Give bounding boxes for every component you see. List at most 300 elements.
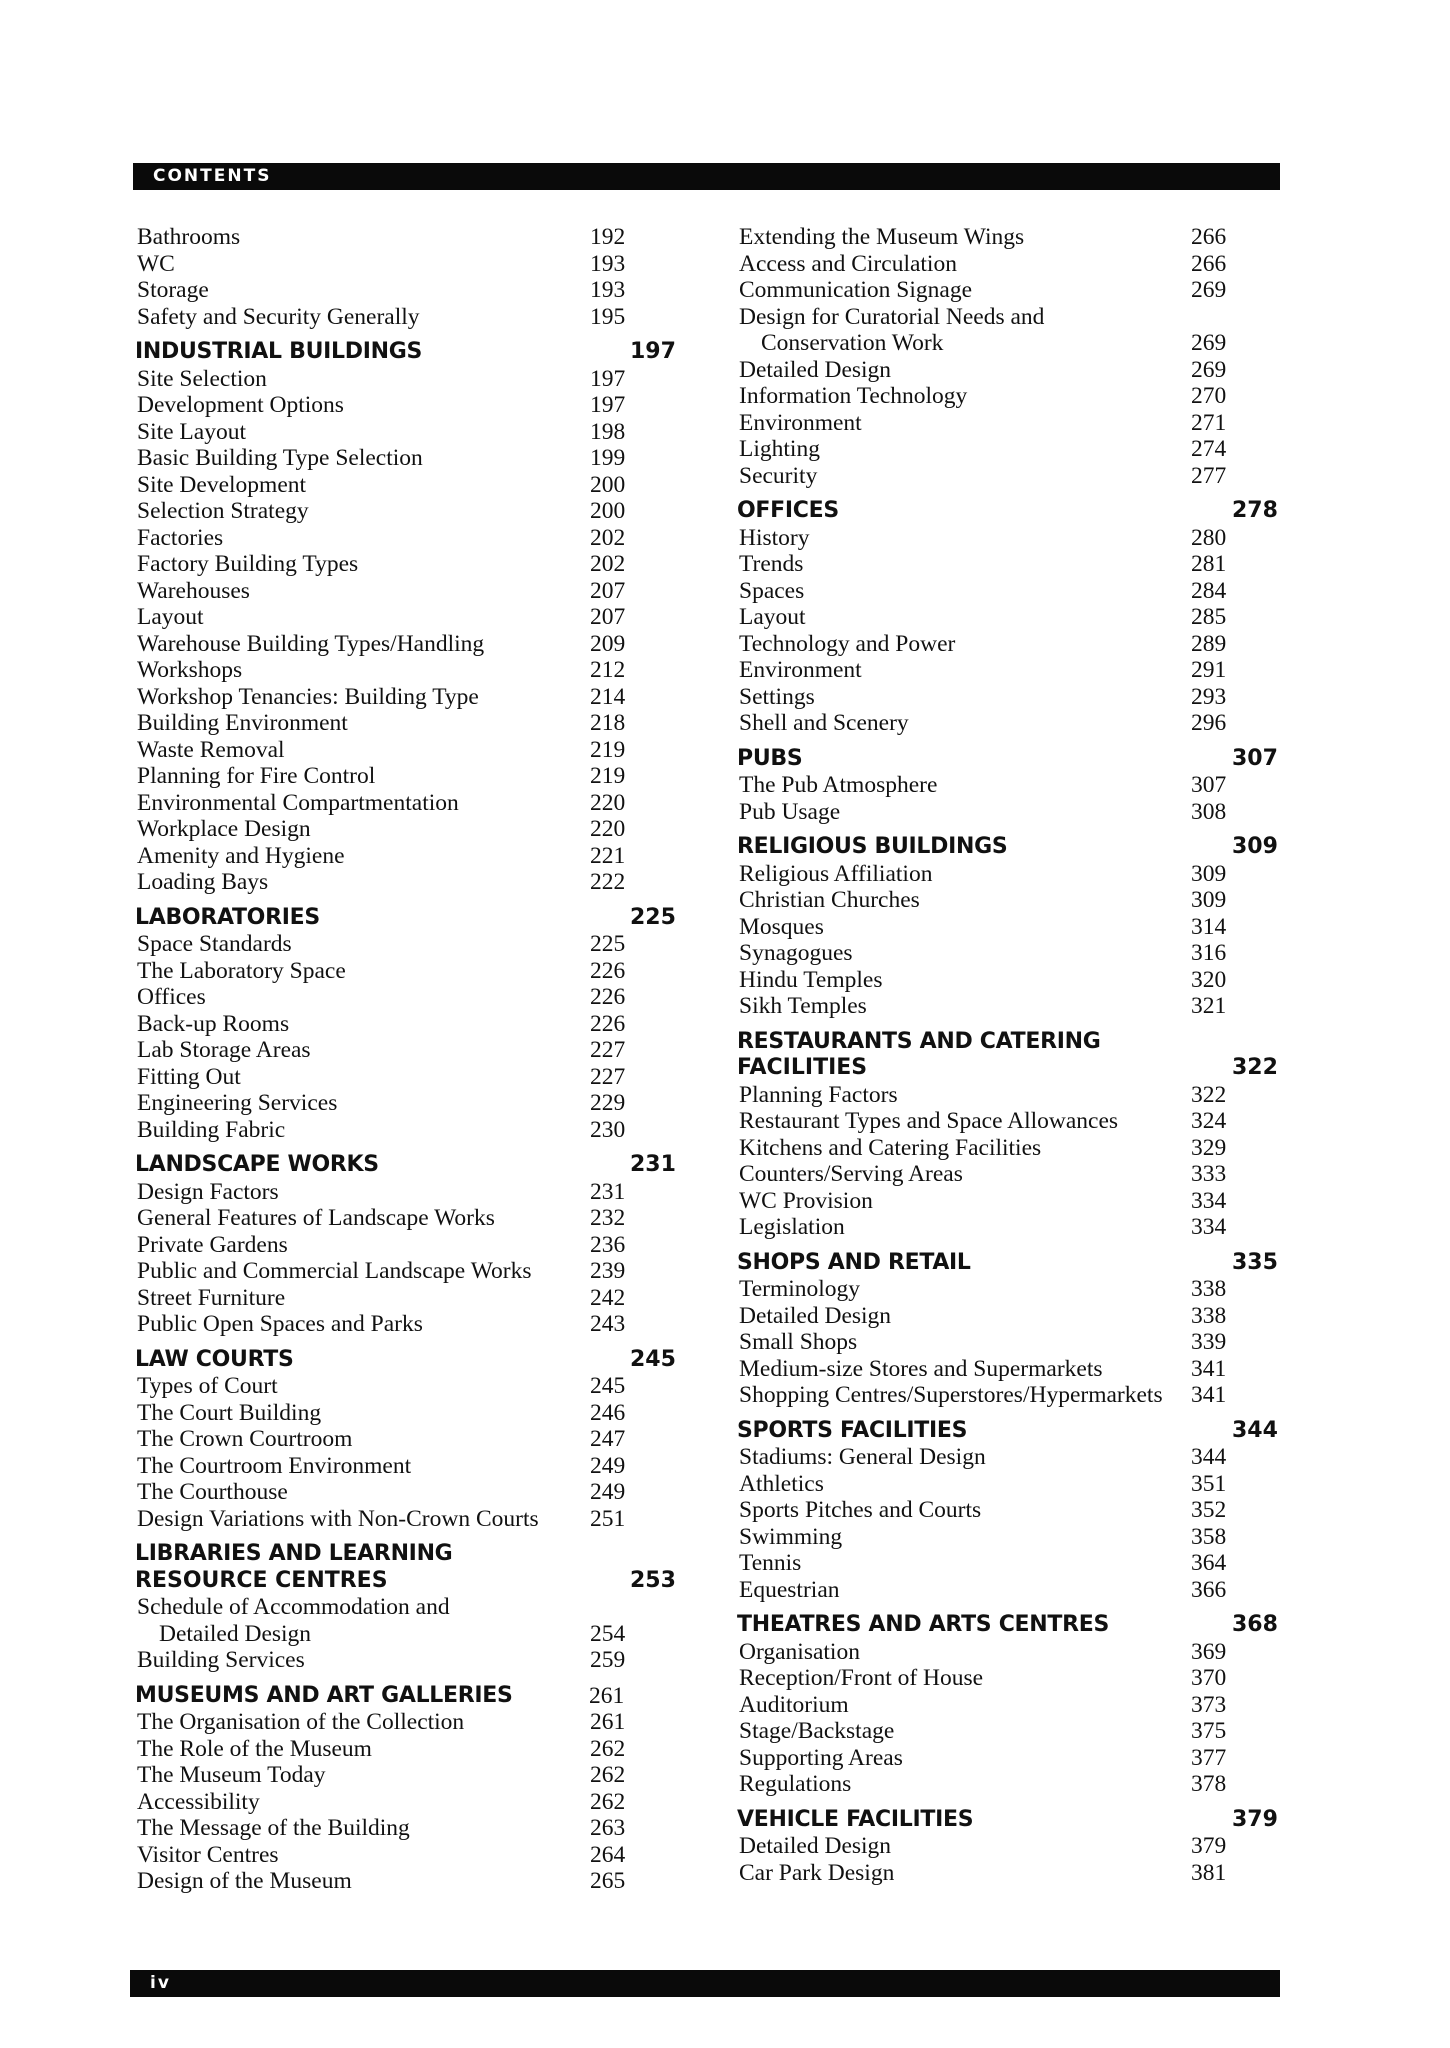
toc-page-number: 274 [1191,436,1227,462]
toc-entry-title: Layout [739,604,806,630]
toc-section-heading [735,1612,1280,1639]
toc-page-number: 369 [1191,1638,1227,1665]
toc-section-title: LIBRARIES AND LEARNING [135,1541,453,1566]
toc-entry-title: Sikh Temples [739,993,867,1019]
toc-entry [735,1382,1280,1409]
toc-page-number: 316 [1191,940,1227,966]
toc-entry [133,366,678,393]
toc-entry-title: Detailed Design [739,356,892,383]
contents-left-column [133,224,678,1895]
toc-page-number: 202 [590,551,626,577]
toc-page-number: 226 [590,1010,626,1037]
toc-section-title: INDUSTRIAL BUILDINGS [135,339,423,364]
toc-entry-title: Communication Signage [739,277,973,303]
toc-page-number: 269 [1191,330,1227,356]
toc-entry [735,463,1280,490]
toc-entry-title: Layout [137,604,204,630]
toc-page-number: 214 [590,683,626,710]
toc-page-number: 200 [590,498,626,524]
toc-page-number: 322 [1232,1055,1278,1080]
toc-page-number: 199 [590,445,626,471]
toc-entry-title: Environmental Compartmentation [137,789,459,816]
toc-entry [133,1285,678,1312]
toc-entry [133,277,678,304]
toc-page-number: 195 [590,303,626,330]
toc-page-number: 307 [1232,745,1278,771]
toc-entry-title: Hindu Temples [739,966,883,993]
toc-section-title: RELIGIOUS BUILDINGS [737,834,1008,859]
toc-entry [133,737,678,764]
toc-entry-title: Environment [739,409,862,436]
toc-page-number: 262 [590,1762,626,1788]
toc-page-number: 308 [1191,798,1227,825]
toc-entry [133,816,678,843]
toc-entry-title: History [739,524,810,551]
toc-page-number: 232 [590,1205,626,1231]
toc-entry-title: Design Factors [137,1178,279,1205]
toc-entry-title: Technology and Power [739,630,956,657]
toc-page-number: 247 [590,1426,626,1452]
toc-entry-title: Building Services [137,1647,305,1673]
toc-entry [133,763,678,790]
toc-page-number: 246 [590,1399,626,1426]
toc-entry [735,1497,1280,1524]
toc-entry [735,304,1280,331]
toc-page-number: 296 [1191,710,1227,736]
toc-entry-title: Religious Affiliation [739,860,933,887]
toc-entry-title: Space Standards [137,931,292,957]
toc-entry [735,1356,1280,1383]
toc-entry-title: Basic Building Type Selection [137,445,423,471]
toc-entry [133,1594,678,1621]
toc-entry [133,1479,678,1506]
toc-entry [735,1577,1280,1604]
toc-entry-title: Security [739,462,818,489]
toc-page-number: 335 [1232,1249,1278,1275]
toc-page-number: 373 [1191,1691,1227,1718]
toc-entry [735,1108,1280,1135]
toc-page-number: 270 [1191,383,1227,409]
toc-entry [133,419,678,446]
toc-entry [133,498,678,525]
toc-entry-title: Information Technology [739,383,968,409]
toc-page-number: 281 [1191,551,1227,577]
toc-page-number: 229 [590,1090,626,1116]
toc-entry-title: Site Selection [137,365,267,392]
toc-page-number: 198 [590,418,626,445]
toc-entry [133,551,678,578]
toc-entry [133,1232,678,1259]
toc-section-title: LAW COURTS [135,1346,294,1372]
toc-page-number: 321 [1191,993,1227,1019]
toc-entry [133,1506,678,1533]
toc-section-heading [133,905,678,932]
toc-entry [735,993,1280,1020]
toc-page-number: 200 [590,471,626,498]
toc-section-title: OFFICES [737,498,839,523]
toc-entry [735,1082,1280,1109]
toc-page-number: 334 [1191,1214,1227,1240]
toc-page-number: 341 [1191,1355,1227,1382]
toc-page-number: 197 [590,392,626,418]
toc-entry-title: The Museum Today [137,1762,326,1788]
toc-entry [735,684,1280,711]
toc-entry [133,1090,678,1117]
toc-entry-title: Stage/Backstage [739,1718,895,1744]
toc-page-number: 220 [590,816,626,842]
contents-header-label: CONTENTS [153,166,272,186]
toc-entry [735,357,1280,384]
toc-entry-title: Environment [739,657,862,683]
toc-entry-title: Sports Pitches and Courts [739,1497,982,1523]
toc-page-number: 207 [590,604,626,630]
toc-entry [133,1373,678,1400]
toc-entry [735,1135,1280,1162]
toc-entry-title: Visitor Centres [137,1841,279,1868]
toc-entry-title: Reception/Front of House [739,1665,984,1691]
toc-section-heading [735,1418,1280,1445]
toc-entry [735,861,1280,888]
toc-entry-title: Storage [137,277,209,303]
toc-entry-title: Public and Commercial Landscape Works [137,1258,532,1284]
toc-entry [133,224,678,251]
toc-section-heading [735,1029,1280,1082]
toc-entry-title: The Message of the Building [137,1815,410,1841]
toc-entry [133,578,678,605]
toc-page-number: 309 [1191,860,1227,887]
toc-entry [133,684,678,711]
toc-page-number: 212 [590,657,626,683]
toc-entry-title: Pub Usage [739,798,841,825]
toc-entry [133,1815,678,1842]
toc-entry-title: Planning Factors [739,1081,898,1108]
toc-entry [735,967,1280,994]
toc-entry [735,631,1280,658]
toc-entry [735,1161,1280,1188]
toc-entry-title: Christian Churches [739,887,920,913]
toc-entry-title: Bathrooms [137,224,241,250]
toc-entry-title: Small Shops [739,1329,858,1355]
toc-page-number: 375 [1191,1718,1227,1744]
toc-entry-title: The Role of the Museum [137,1735,372,1762]
toc-entry [735,277,1280,304]
toc-page-number: 219 [590,763,626,789]
toc-page-number: 226 [590,957,626,984]
toc-entry-title: Workshop Tenancies: Building Type [137,683,479,710]
toc-page-number: 309 [1232,834,1278,859]
toc-page-number: 379 [1232,1806,1278,1832]
toc-page-number: 193 [590,250,626,277]
toc-entry-title: Building Environment [137,710,348,736]
toc-entry [735,1303,1280,1330]
toc-entry [735,1718,1280,1745]
toc-entry [133,445,678,472]
toc-entry-title: Street Furniture [137,1284,286,1311]
toc-page-number: 253 [630,1567,676,1593]
toc-page-number: 239 [590,1258,626,1284]
toc-section-title: PUBS [737,745,803,771]
toc-page-number: 227 [590,1063,626,1090]
toc-page-number: 264 [590,1841,626,1868]
toc-section-title: VEHICLE FACILITIES [737,1806,974,1832]
toc-page-number: 242 [590,1284,626,1311]
toc-page-number: 261 [589,1682,625,1709]
toc-entry [133,525,678,552]
toc-entry [133,472,678,499]
toc-page-number: 225 [630,904,676,930]
toc-page-number: 251 [590,1505,626,1532]
toc-entry-title: Workplace Design [137,816,311,842]
toc-page-number: 368 [1232,1612,1278,1637]
toc-entry-title: Organisation [739,1638,860,1665]
toc-entry [735,1276,1280,1303]
toc-entry-title: Detailed Design [739,1833,892,1859]
toc-page-number: 259 [590,1647,626,1673]
toc-page-number: 344 [1191,1444,1227,1470]
toc-page-number: 243 [590,1311,626,1337]
toc-entry-title: Schedule of Accommodation and [137,1594,450,1620]
toc-entry [133,1179,678,1206]
contents-right-column [735,224,1280,1886]
toc-entry-title: Selection Strategy [137,498,309,524]
toc-entry [735,436,1280,463]
toc-page-number: 262 [590,1735,626,1762]
toc-page-number: 262 [590,1788,626,1815]
toc-entry-title: Restaurant Types and Space Allowances [739,1108,1119,1134]
toc-entry [735,551,1280,578]
toc-page-number: 280 [1191,524,1227,551]
toc-entry-title: Swimming [739,1523,843,1550]
toc-page-number: 249 [590,1452,626,1479]
toc-entry-title: The Pub Atmosphere [739,772,938,798]
toc-entry-title: Shopping Centres/Superstores/Hypermarkets [739,1382,1163,1408]
toc-entry-title: Trends [739,551,804,577]
toc-entry [735,224,1280,251]
toc-entry-title: Design for Curatorial Needs and [739,303,1045,330]
toc-entry-title: Building Fabric [137,1116,286,1143]
toc-entry-title: Design of the Museum [137,1868,352,1894]
toc-page-number: 291 [1191,657,1227,683]
toc-entry [133,1709,678,1736]
toc-entry-title: Stadiums: General Design [739,1444,986,1470]
toc-page-number: 338 [1191,1276,1227,1302]
toc-entry [133,1400,678,1427]
toc-entry-title: Auditorium [739,1691,849,1718]
toc-entry-title: Loading Bays [137,869,269,895]
toc-entry [735,1860,1280,1887]
toc-entry [735,799,1280,826]
toc-entry-title: Fitting Out [137,1063,241,1090]
toc-entry-title: Access and Circulation [739,250,957,277]
toc-entry [735,1214,1280,1241]
toc-section-heading [133,1347,678,1374]
toc-entry-title: Types of Court [137,1373,278,1399]
toc-entry-title: General Features of Landscape Works [137,1205,495,1231]
toc-entry [133,1311,678,1338]
toc-entry [133,1011,678,1038]
toc-entry-title: Accessibility [137,1788,260,1815]
toc-entry-title: Development Options [137,392,344,418]
toc-page-number: 379 [1191,1833,1227,1859]
toc-page-number: 329 [1191,1134,1227,1161]
toc-entry [133,631,678,658]
toc-page-number: 324 [1191,1108,1227,1134]
toc-entry-title: Site Layout [137,418,246,445]
toc-entry [133,710,678,737]
toc-entry [735,1550,1280,1577]
toc-page-number: 314 [1191,913,1227,940]
toc-section-title: THEATRES AND ARTS CENTRES [737,1612,1110,1637]
toc-entry-title: The Laboratory Space [137,957,346,984]
toc-page-number: 351 [1191,1470,1227,1497]
toc-entry-title: Terminology [739,1276,861,1302]
toc-entry-title: Detailed Design [159,1620,312,1647]
toc-entry [735,525,1280,552]
toc-page-number: 307 [1191,772,1227,798]
toc-entry-title: Lighting [739,436,820,462]
toc-page-number: 230 [590,1116,626,1143]
toc-entry [735,1524,1280,1551]
toc-page-number: 366 [1191,1576,1227,1603]
toc-page-number: 202 [590,524,626,551]
toc-section-heading [133,1152,678,1179]
toc-entry [735,657,1280,684]
toc-entry-title: Mosques [739,913,824,940]
toc-entry [133,843,678,870]
toc-entry-title: Synagogues [739,940,853,966]
toc-page-number: 284 [1191,577,1227,604]
toc-page-number: 344 [1232,1417,1278,1443]
toc-entry [735,251,1280,278]
toc-entry-title: Private Gardens [137,1231,288,1258]
toc-entry [133,931,678,958]
toc-page-number: 364 [1191,1550,1227,1576]
toc-section-heading [735,834,1280,861]
toc-page-number: 197 [590,365,626,392]
toc-page-number: 245 [630,1346,676,1372]
toc-section-title-line2: RESOURCE CENTRES [135,1567,388,1593]
toc-entry-title: Design Variations with Non-Crown Courts [137,1505,539,1532]
toc-page-number: 293 [1191,683,1227,710]
toc-page-number: 263 [590,1815,626,1841]
toc-entry [133,1064,678,1091]
toc-entry-title: WC Provision [739,1187,873,1214]
toc-entry-title: Waste Removal [137,736,285,763]
toc-page-number: 266 [1191,250,1227,277]
toc-section-heading [133,339,678,366]
toc-section-heading [735,498,1280,525]
toc-section-title: MUSEUMS AND ART GALLERIES [135,1682,513,1708]
toc-entry-title: The Court Building [137,1399,322,1426]
toc-entry [735,1745,1280,1772]
toc-entry [133,1205,678,1232]
toc-page-number: 207 [590,577,626,604]
toc-section-heading [133,1541,678,1594]
toc-entry-title: Offices [137,984,206,1010]
toc-section-heading [735,1250,1280,1277]
toc-entry [133,1868,678,1895]
toc-entry-title: Site Development [137,471,307,498]
toc-entry-title: The Organisation of the Collection [137,1709,465,1735]
toc-entry-title: Spaces [739,577,805,604]
toc-entry [133,1037,678,1064]
toc-entry-title: Tennis [739,1550,802,1576]
page-number-label: iv [150,1973,171,1993]
toc-entry [735,940,1280,967]
toc-entry-title: Warehouse Building Types/Handling [137,630,485,657]
toc-entry-title: The Crown Courtroom [137,1426,353,1452]
toc-entry [735,330,1280,357]
toc-entry-title: The Courtroom Environment [137,1452,412,1479]
toc-entry [133,958,678,985]
toc-page-number: 220 [590,789,626,816]
toc-page-number: 231 [630,1152,676,1177]
toc-entry-title: Lab Storage Areas [137,1037,311,1063]
toc-entry-title: Car Park Design [739,1859,895,1886]
toc-page-number: 245 [590,1373,626,1399]
toc-page-number: 265 [590,1868,626,1894]
toc-page-number: 334 [1191,1187,1227,1214]
toc-page-number: 249 [590,1479,626,1505]
toc-entry-title: Medium-size Stores and Supermarkets [739,1355,1103,1382]
toc-page-number: 333 [1191,1161,1227,1187]
toc-page-number: 266 [1191,224,1227,250]
toc-entry-title: Equestrian [739,1576,840,1603]
toc-page-number: 285 [1191,604,1227,630]
toc-entry [133,251,678,278]
toc-entry-title: Settings [739,683,815,710]
toc-page-number: 358 [1191,1523,1227,1550]
toc-page-number: 227 [590,1037,626,1063]
toc-entry-title: WC [137,250,175,277]
toc-page-number: 381 [1191,1859,1227,1886]
toc-page-number: 377 [1191,1744,1227,1771]
toc-entry [133,1842,678,1869]
toc-page-number: 261 [590,1709,626,1735]
toc-entry [133,1647,678,1674]
toc-page-number: 192 [590,224,626,250]
toc-page-number: 352 [1191,1497,1227,1523]
toc-page-number: 193 [590,277,626,303]
toc-entry-title: Extending the Museum Wings [739,224,1025,250]
toc-entry-title: The Courthouse [137,1479,288,1505]
toc-entry [735,1329,1280,1356]
toc-entry-title: Conservation Work [761,330,944,356]
toc-entry [133,790,678,817]
toc-entry-title: Regulations [739,1771,852,1797]
toc-page-number: 218 [590,710,626,736]
toc-entry [133,392,678,419]
toc-page-number: 236 [590,1231,626,1258]
toc-section-title-line2: FACILITIES [737,1055,868,1080]
toc-entry [735,383,1280,410]
toc-entry [735,1665,1280,1692]
toc-page-number: 322 [1191,1081,1227,1108]
toc-page-number: 338 [1191,1302,1227,1329]
toc-entry [133,304,678,331]
toc-entry [735,578,1280,605]
toc-entry [133,1789,678,1816]
toc-page-number: 209 [590,630,626,657]
toc-entry [133,657,678,684]
toc-page-number: 269 [1191,356,1227,383]
toc-entry [735,1639,1280,1666]
page-footer-bar [130,1970,1280,1997]
toc-page-number: 289 [1191,630,1227,657]
toc-entry-title: Kitchens and Catering Facilities [739,1134,1042,1161]
toc-entry-title: Planning for Fire Control [137,763,376,789]
toc-entry-title: Amenity and Hygiene [137,842,345,869]
